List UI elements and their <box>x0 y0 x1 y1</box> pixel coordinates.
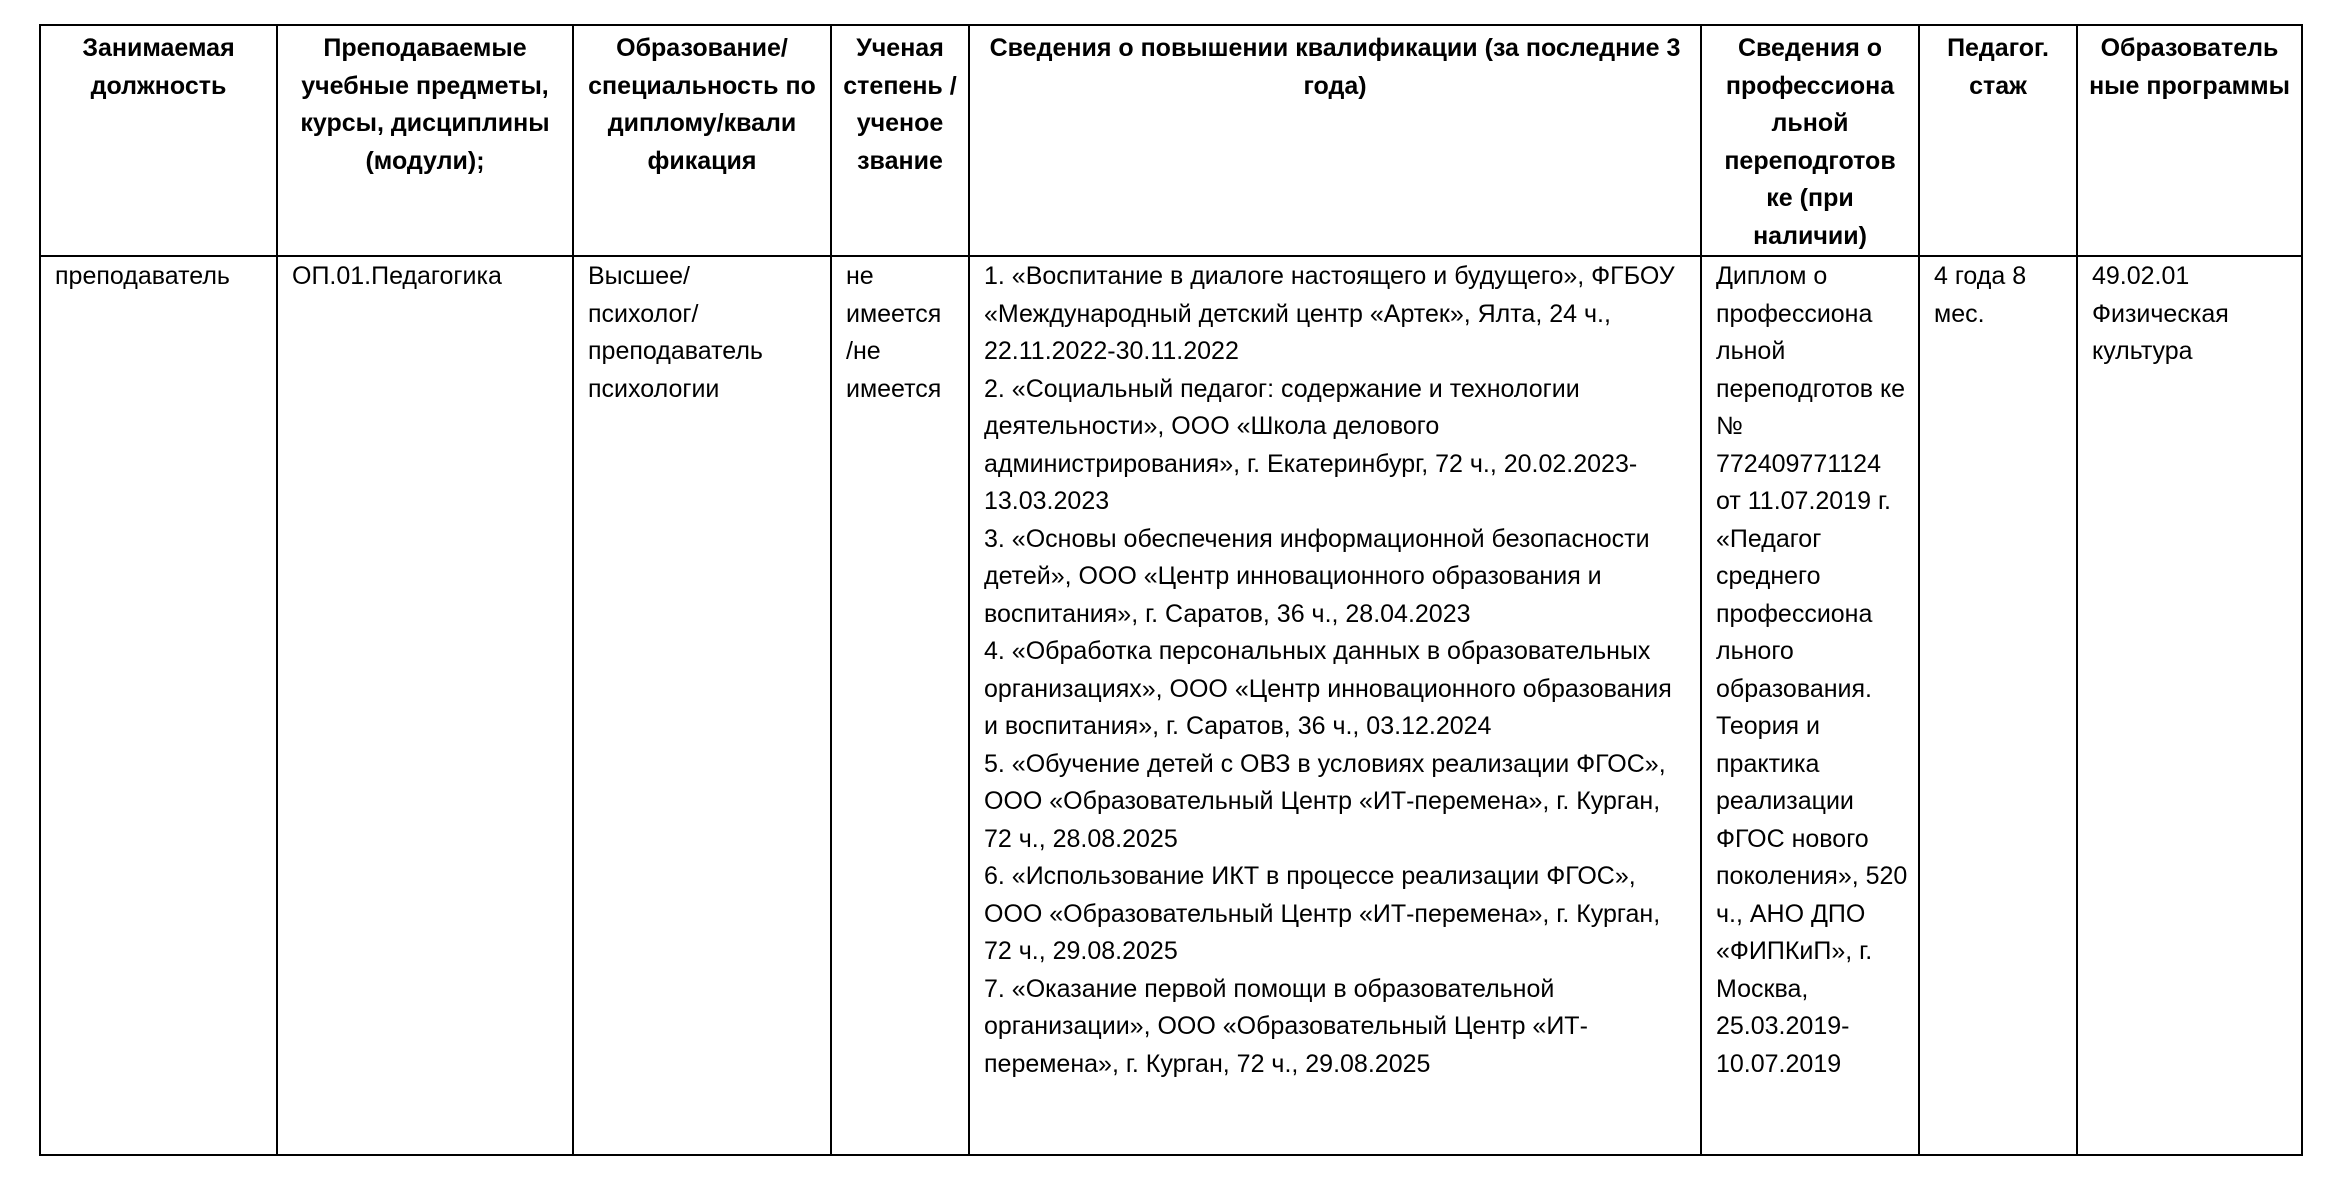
cell-subjects: ОП.01.Педагогика <box>277 256 573 1155</box>
table-header-row <box>40 25 2302 256</box>
header-subjects: Преподаваемые учебные предметы, курсы, дисциплины (модули); <box>277 25 573 256</box>
qualification-item: 4. «Обработка персональных данных в образовательных организациях», ООО «Центр инновационного образования и воспитания», г. Саратов, 36 ч., 03.12.2024 <box>984 637 1672 740</box>
qualification-item: 1. «Воспитание в диалоге настоящего и будущего», ФГБОУ «Международный детский центр «Артек», Ялта, 24 ч., 22.11.2022-30.11.2022 <box>984 262 1675 365</box>
header-qualifications: Сведения о повышении квалификации (за последние 3 года) <box>969 25 1701 256</box>
qualification-item: 5. «Обучение детей с ОВЗ в условиях реализации ФГОС», ООО «Образовательный Центр «ИТ-перемена», г. Курган, 72 ч., 28.08.2025 <box>984 749 1666 853</box>
header-retraining: Сведения о профессиона льной переподготов ке (при наличии) <box>1701 25 1919 256</box>
header-education: Образование/ специальность по диплому/квали фикация <box>573 25 831 256</box>
cell-position: преподаватель <box>40 256 277 1155</box>
table-row <box>40 256 2302 1155</box>
qualification-item: 3. «Основы обеспечения информационной безопасности детей», ООО «Центр инновационного образования и воспитания», г. Саратов, 36 ч., 28.04.2023 <box>984 524 1650 628</box>
qualification-item: 7. «Оказание первой помощи в образовательной организации», ООО «Образовательный Центр «ИТ-перемена», г. Курган, 72 ч., 29.08.2025 <box>984 974 1588 1078</box>
cell-qualifications <box>969 256 1701 1155</box>
cell-programs: 49.02.01 Физическая культура <box>2077 256 2302 1155</box>
qualification-item: 2. «Социальный педагог: содержание и технологии деятельности», ООО «Школа делового администрирования», г. Екатеринбург, 72 ч., 20.02.2023-13.03.2023 <box>984 374 1638 515</box>
cell-education: Высшее/ психолог/ преподаватель психологии <box>573 256 831 1155</box>
header-programs: Образователь ные программы <box>2077 25 2302 256</box>
header-position: Занимаемая должность <box>40 25 277 256</box>
header-degree: Ученая степень /ученое звание <box>831 25 969 256</box>
qualification-item: 6. «Использование ИКТ в процессе реализации ФГОС», ООО «Образовательный Центр «ИТ-перемена», г. Курган, 72 ч., 29.08.2025 <box>984 862 1661 965</box>
header-experience: Педагог. стаж <box>1919 25 2077 256</box>
cell-retraining: Диплом о профессиона льной переподготов ке № 772409771124 от 11.07.2019 г. «Педагог среднего профессиона льного образования. Теория и практика реализации ФГОС нового поколения», 520 ч., АНО ДПО «ФИПКиП», г. Москва, 25.03.2019-10.07.2019 <box>1701 256 1919 1155</box>
staff-info-table <box>39 24 2303 1156</box>
cell-experience: 4 года 8 мес. <box>1919 256 2077 1155</box>
cell-degree: не имеется /не имеется <box>831 256 969 1155</box>
